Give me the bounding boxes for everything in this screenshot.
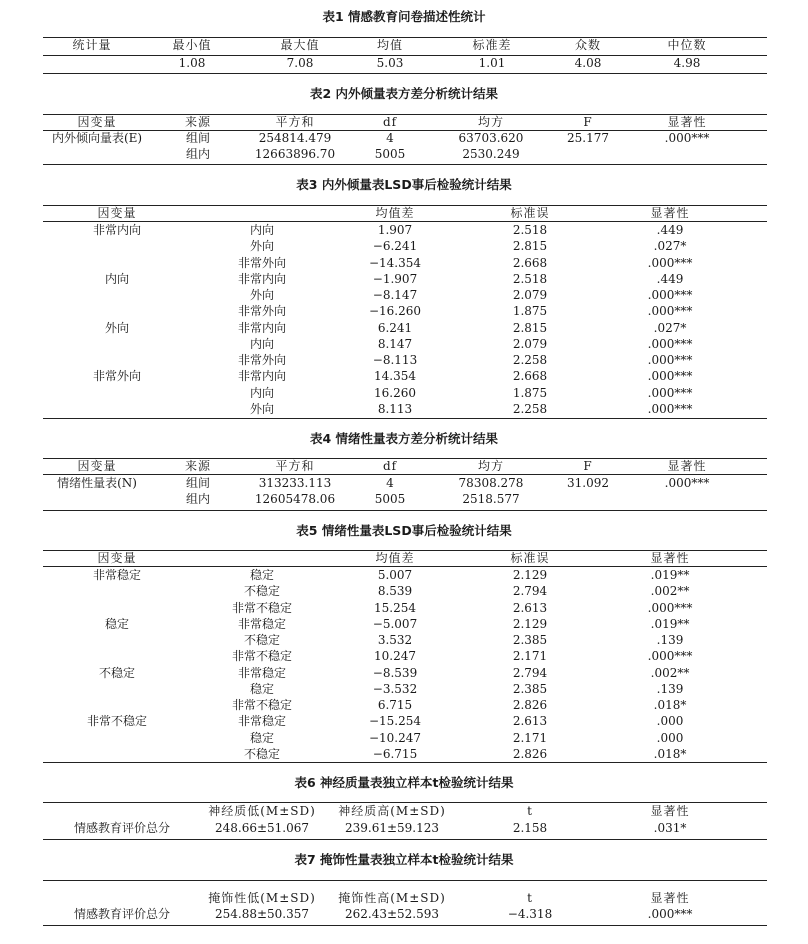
table2-cell: 2530.249: [462, 147, 520, 161]
table5-cell: .019**: [650, 568, 690, 582]
table5-cell: .018*: [653, 746, 687, 761]
table4-header-cell: 来源: [184, 459, 212, 473]
table3-cell: .000***: [647, 369, 693, 384]
table7-bottom-rule: [43, 925, 767, 926]
table5-cell: −3.532: [372, 681, 418, 696]
table5-cell: 非常不稳定: [231, 698, 293, 712]
table5-header-cell: 标准误: [510, 551, 550, 565]
table3-cell: 14.354: [374, 369, 416, 384]
table5-cell: 非常稳定: [237, 665, 287, 680]
table5-cell: 10.247: [374, 649, 416, 664]
table5-header-cell: 因变量: [97, 551, 137, 565]
table3-cell: −8.147: [372, 288, 418, 302]
table3-cell: −1.907: [372, 271, 418, 286]
table4-cell: 组内: [185, 492, 211, 506]
table5-cell: 2.385: [512, 681, 548, 696]
table5-cell: .139: [656, 633, 684, 647]
table3-cell: 非常内向: [92, 223, 142, 237]
table2-cell: 25.177: [567, 131, 609, 145]
table1-top-rule: [43, 37, 767, 38]
table5-cell: 稳定: [104, 616, 130, 631]
table1-bottom-rule: [43, 73, 767, 74]
table5-cell: 不稳定: [243, 633, 281, 647]
table4-cell: 2518.577: [462, 492, 520, 506]
table5-cell: .002**: [650, 584, 690, 599]
table4-header-cell: 均方: [477, 459, 505, 473]
table5-cell: 8.539: [377, 584, 413, 599]
table3-header-cell: 均值差: [375, 206, 415, 220]
table3-cell: .000***: [647, 353, 693, 367]
table3-cell: 2.815: [512, 320, 548, 335]
table4-cell: 313233.113: [258, 476, 332, 490]
table5-cell: .139: [656, 681, 684, 696]
table5-cell: 2.826: [512, 746, 548, 761]
table3-cell: 16.260: [374, 385, 416, 400]
table5-cell: 不稳定: [243, 746, 281, 761]
table3-cell: 2.258: [512, 353, 548, 367]
table2-header-cell: 显著性: [667, 115, 707, 129]
table3-cell: 非常外向: [237, 353, 287, 367]
table3-cell: 内向: [249, 223, 275, 237]
table3-header-cell: 因变量: [97, 206, 137, 220]
table3-cell: 2.668: [512, 369, 548, 384]
table3-cell: .000***: [647, 255, 693, 270]
table1-header-cell: 中位数: [667, 38, 707, 52]
table5-cell: 非常不稳定: [231, 600, 293, 615]
table5-cell: 2.385: [512, 633, 548, 647]
table5-cell: .000: [656, 730, 684, 745]
table6-header-cell: t: [527, 804, 533, 818]
table5-cell: 2.171: [512, 649, 548, 664]
table5-cell: −15.254: [368, 714, 422, 729]
table5-cell: 2.613: [512, 714, 548, 729]
table5-cell: 稳定: [249, 730, 275, 745]
table7-cell: 262.43±52.593: [344, 907, 440, 921]
table5-cell: 不稳定: [243, 584, 281, 599]
table3-cell: .000***: [647, 336, 693, 351]
table1-header-cell: 均值: [376, 38, 404, 52]
table3-cell: .000***: [647, 304, 693, 319]
table7-header-cell: t: [527, 891, 533, 905]
table5-cell: 2.794: [512, 665, 548, 680]
table3-cell: 非常内向: [237, 320, 287, 335]
table2-cell: 63703.620: [458, 131, 524, 145]
table5-cell: 2.129: [512, 616, 548, 631]
table6-cell: .031*: [653, 821, 687, 835]
table5-cell: .002**: [650, 665, 690, 680]
table5-cell: .019**: [650, 616, 690, 631]
table1-cell: 4.08: [574, 56, 602, 70]
table3-cell: 2.815: [512, 239, 548, 254]
table3-cell: −16.260: [368, 304, 422, 319]
table4-bottom-rule: [43, 510, 767, 511]
table3-cell: .449: [656, 223, 684, 237]
table3-cell: 1.907: [377, 223, 413, 237]
table5-cell: −5.007: [372, 616, 418, 631]
table2-cell: 12663896.70: [254, 147, 336, 161]
table6-header-cell: 显著性: [650, 804, 690, 818]
table5-cell: 2.826: [512, 698, 548, 712]
table3-cell: .449: [656, 271, 684, 286]
table5-cell: 不稳定: [98, 665, 136, 680]
table5-cell: 3.532: [377, 633, 413, 647]
table3-cell: .000***: [647, 401, 693, 416]
table5-cell: 非常不稳定: [86, 714, 148, 729]
table2-header-rule: [43, 130, 767, 131]
table2-cell: 254814.479: [258, 131, 332, 145]
table7-cell: 254.88±50.357: [214, 907, 310, 921]
table4-cell: 78308.278: [458, 476, 524, 490]
table5-bottom-rule: [43, 762, 767, 763]
table6-cell: 情感教育评价总分: [73, 821, 171, 835]
table3-cell: 非常外向: [92, 369, 142, 384]
table3-cell: 8.113: [377, 401, 413, 416]
table4-header-cell: 显著性: [667, 459, 707, 473]
table3-cell: 2.079: [512, 288, 548, 302]
table4-header-cell: df: [382, 459, 398, 473]
table1-cell: 4.98: [673, 56, 701, 70]
table5-cell: .000: [656, 714, 684, 729]
table4-header-rule: [43, 474, 767, 475]
table5-cell: 5.007: [377, 568, 413, 582]
table3-cell: 非常内向: [237, 271, 287, 286]
table3-cell: 2.079: [512, 336, 548, 351]
table5-cell: −6.715: [372, 746, 418, 761]
table6-cell: 239.61±59.123: [344, 821, 440, 835]
table3-cell: .027*: [653, 239, 687, 254]
table2-cell: 组内: [185, 147, 211, 161]
table3-caption: 表3 内外倾量表LSD事后检验统计结果: [296, 177, 512, 192]
table2-header-cell: F: [583, 115, 593, 129]
table4-cell: 5005: [374, 492, 406, 506]
table1-cell: 5.03: [376, 56, 404, 70]
table5-cell: 15.254: [374, 600, 416, 615]
table3-cell: 1.875: [512, 385, 548, 400]
table2-cell: 内外倾向量表(E): [51, 131, 143, 145]
table5-cell: 2.129: [512, 568, 548, 582]
table2-cell: 5005: [374, 147, 406, 161]
table3-cell: −8.113: [372, 353, 418, 367]
table1-header-rule: [43, 55, 767, 56]
table3-cell: 内向: [249, 336, 275, 351]
table7-cell: .000***: [647, 907, 693, 921]
table6-header-cell: 神经质低(M±SD): [208, 804, 316, 818]
table1-header-cell: 最小值: [172, 38, 212, 52]
table3-cell: 外向: [249, 288, 275, 302]
table6-cell: 2.158: [512, 821, 548, 835]
table5-cell: 稳定: [249, 568, 275, 582]
table2-header-cell: 均方: [477, 115, 505, 129]
table3-cell: .000***: [647, 385, 693, 400]
table5-cell: 2.613: [512, 600, 548, 615]
table1-header-cell: 众数: [574, 38, 602, 52]
table3-cell: −14.354: [368, 255, 422, 270]
table7-cell: −4.318: [507, 907, 553, 921]
table5-cell: 非常稳定: [92, 568, 142, 582]
table2-top-rule: [43, 114, 767, 115]
table5-cell: 非常不稳定: [231, 649, 293, 664]
table4-cell: 组间: [185, 476, 211, 490]
table6-header-cell: 神经质高(M±SD): [338, 804, 446, 818]
table4-top-rule: [43, 458, 767, 459]
table2-cell: 4: [386, 131, 394, 145]
table3-cell: 非常外向: [237, 304, 287, 319]
table2-header-cell: 平方和: [275, 115, 315, 129]
table5-cell: 稳定: [249, 681, 275, 696]
table5-caption: 表5 情绪性量表LSD事后检验统计结果: [296, 523, 512, 538]
table2-bottom-rule: [43, 164, 767, 165]
table5-cell: .018*: [653, 698, 687, 712]
table3-cell: 外向: [104, 320, 130, 335]
table1-cell: 1.08: [178, 56, 206, 70]
table3-cell: 2.258: [512, 401, 548, 416]
table3-cell: 外向: [249, 401, 275, 416]
table2-cell: 组间: [185, 131, 211, 145]
table5-cell: 非常稳定: [237, 714, 287, 729]
table3-cell: 2.518: [512, 271, 548, 286]
table4-header-cell: 因变量: [77, 459, 117, 473]
table7-caption: 表7 掩饰性量表独立样本t检验统计结果: [294, 852, 514, 867]
table1-cell: 7.08: [286, 56, 314, 70]
table1-caption: 表1 情感教育问卷描述性统计: [322, 9, 486, 24]
table7-header-cell: 掩饰性低(M±SD): [208, 891, 316, 905]
table3-cell: .027*: [653, 320, 687, 335]
table4-cell: 12605478.06: [254, 492, 336, 506]
table5-cell: .000***: [647, 600, 693, 615]
table3-cell: 8.147: [377, 336, 413, 351]
table6-caption: 表6 神经质量表独立样本t检验统计结果: [294, 775, 514, 790]
table2-header-cell: df: [382, 115, 398, 129]
table5-cell: 非常稳定: [237, 616, 287, 631]
table3-cell: 6.241: [377, 320, 413, 335]
table3-header-cell: 标准误: [510, 206, 550, 220]
table5-header-cell: 显著性: [650, 551, 690, 565]
table3-cell: 2.668: [512, 255, 548, 270]
table4-cell: 31.092: [567, 476, 609, 490]
table5-cell: 6.715: [377, 698, 413, 712]
table3-cell: 非常外向: [237, 255, 287, 270]
table7-header-cell: 掩饰性高(M±SD): [338, 891, 446, 905]
table7-top-rule: [43, 880, 767, 881]
table5-cell: 2.171: [512, 730, 548, 745]
table5-cell: .000***: [647, 649, 693, 664]
table3-cell: 内向: [249, 385, 275, 400]
table5-cell: 2.794: [512, 584, 548, 599]
table2-header-cell: 来源: [184, 115, 212, 129]
table4-header-cell: F: [583, 459, 593, 473]
table2-cell: .000***: [664, 131, 710, 145]
table6-cell: 248.66±51.067: [214, 821, 310, 835]
table1-header-cell: 统计量: [72, 38, 112, 52]
table5-cell: −8.539: [372, 665, 418, 680]
table7-cell: 情感教育评价总分: [73, 907, 171, 921]
table7-header-cell: 显著性: [650, 891, 690, 905]
table6-bottom-rule: [43, 839, 767, 840]
table1-header-cell: 最大值: [280, 38, 320, 52]
table4-header-cell: 平方和: [275, 459, 315, 473]
table3-cell: 1.875: [512, 304, 548, 319]
table3-cell: 外向: [249, 239, 275, 254]
table3-cell: 内向: [104, 271, 130, 286]
table2-caption: 表2 内外倾量表方差分析统计结果: [309, 86, 499, 101]
table5-header-cell: 均值差: [375, 551, 415, 565]
table4-cell: .000***: [664, 476, 710, 490]
table2-header-cell: 因变量: [77, 115, 117, 129]
table4-cell: 情绪性量表(N): [57, 476, 137, 490]
table1-cell: 1.01: [478, 56, 506, 70]
table5-cell: −10.247: [368, 730, 422, 745]
table3-cell: 非常内向: [237, 369, 287, 384]
table3-cell: 2.518: [512, 223, 548, 237]
table3-cell: −6.241: [372, 239, 418, 254]
table3-bottom-rule: [43, 418, 767, 419]
table3-cell: .000***: [647, 288, 693, 302]
table1-header-cell: 标准差: [472, 38, 512, 52]
table4-caption: 表4 情绪性量表方差分析统计结果: [309, 431, 499, 446]
table3-header-cell: 显著性: [650, 206, 690, 220]
table4-cell: 4: [386, 476, 394, 490]
